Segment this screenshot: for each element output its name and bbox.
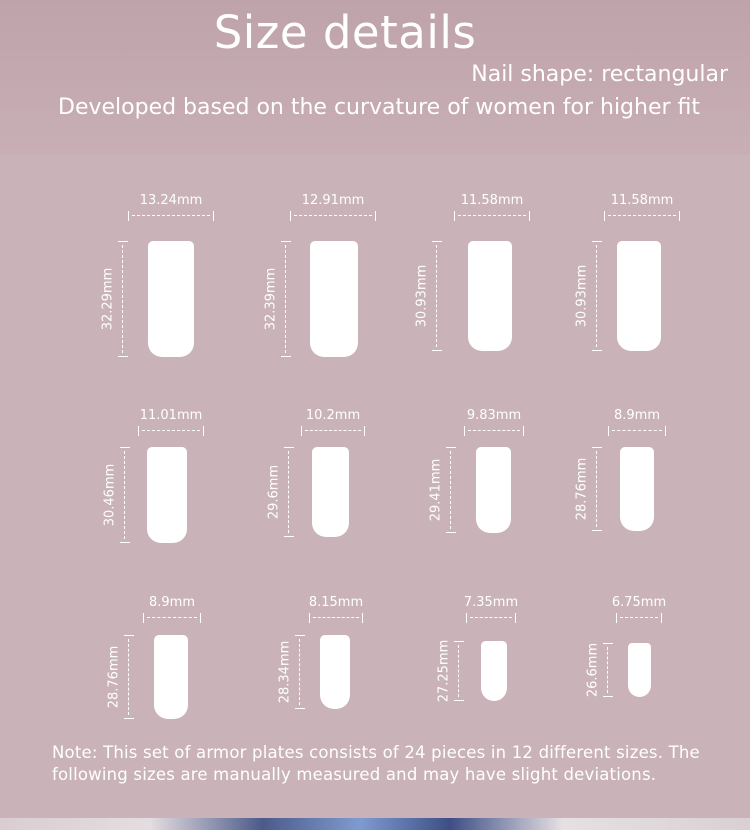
height-dimension-line: [118, 241, 128, 357]
nail-tip-10: [320, 635, 350, 709]
width-dimension-line: [454, 211, 530, 221]
nail-tip-2: [310, 241, 358, 357]
height-label: 32.39mm: [263, 267, 279, 331]
height-label: 29.6mm: [266, 464, 282, 520]
note-text: Note: This set of armor plates consists of 24 pieces in 12 different sizes. The following sizes are manually measured and may have slight deviations.: [52, 743, 700, 784]
height-dimension-line: [603, 643, 613, 697]
height-dimension-line: [446, 447, 456, 533]
width-label: 8.9mm: [613, 408, 661, 423]
height-label: 28.76mm: [106, 645, 122, 709]
width-label: 11.58mm: [460, 193, 524, 208]
height-label: 30.93mm: [414, 264, 430, 328]
width-dimension-line: [128, 211, 214, 221]
nail-tip-1: [148, 241, 194, 357]
width-dimension-line: [290, 211, 376, 221]
height-dimension-line: [432, 241, 442, 351]
height-dimension-line: [124, 635, 134, 719]
height-dimension-line: [281, 241, 291, 357]
height-label: 28.76mm: [574, 457, 590, 521]
width-dimension-line: [301, 426, 365, 436]
nail-shape-label: Nail shape: rectangular: [471, 62, 728, 87]
width-dimension-line: [616, 613, 662, 623]
nail-tip-8: [620, 447, 654, 531]
width-label: 8.9mm: [148, 595, 196, 610]
width-dimension-line: [464, 426, 524, 436]
nail-tip-7: [476, 447, 511, 533]
height-label: 32.29mm: [100, 267, 116, 331]
width-label: 12.91mm: [301, 193, 365, 208]
nail-tip-3: [468, 241, 512, 351]
height-label: 26.6mm: [585, 642, 601, 698]
height-dimension-line: [284, 447, 294, 537]
height-dimension-line: [295, 635, 305, 709]
description-text: Developed based on the curvature of women for higher fit: [58, 95, 701, 120]
width-label: 11.01mm: [139, 408, 203, 423]
nail-tip-4: [617, 241, 661, 351]
height-label: 30.46mm: [102, 463, 118, 527]
height-dimension-line: [592, 447, 602, 531]
header-banner: [0, 0, 750, 155]
height-dimension-line: [454, 641, 464, 701]
width-dimension-line: [143, 613, 201, 623]
width-dimension-line: [138, 426, 204, 436]
page-title: Size details: [213, 6, 477, 59]
width-label: 9.83mm: [466, 408, 522, 423]
width-label: 11.58mm: [610, 193, 674, 208]
width-dimension-line: [309, 613, 363, 623]
width-dimension-line: [466, 613, 516, 623]
height-label: 29.41mm: [428, 458, 444, 522]
nail-tip-9: [154, 635, 188, 719]
height-label: 28.34mm: [277, 640, 293, 704]
height-dimension-line: [120, 447, 130, 543]
nail-tip-5: [147, 447, 187, 543]
width-label: 13.24mm: [139, 193, 203, 208]
width-label: 6.75mm: [611, 595, 667, 610]
height-label: 30.93mm: [574, 264, 590, 328]
width-dimension-line: [608, 426, 666, 436]
width-dimension-line: [604, 211, 680, 221]
width-label: 8.15mm: [308, 595, 364, 610]
size-grid: [0, 155, 750, 735]
nail-tip-11: [481, 641, 507, 701]
nail-tip-6: [312, 447, 349, 537]
width-label: 10.2mm: [305, 408, 361, 423]
height-label: 27.25mm: [436, 639, 452, 703]
width-label: 7.35mm: [463, 595, 519, 610]
bottom-image-strip: [0, 818, 750, 830]
height-dimension-line: [592, 241, 602, 351]
nail-tip-12: [628, 643, 651, 697]
